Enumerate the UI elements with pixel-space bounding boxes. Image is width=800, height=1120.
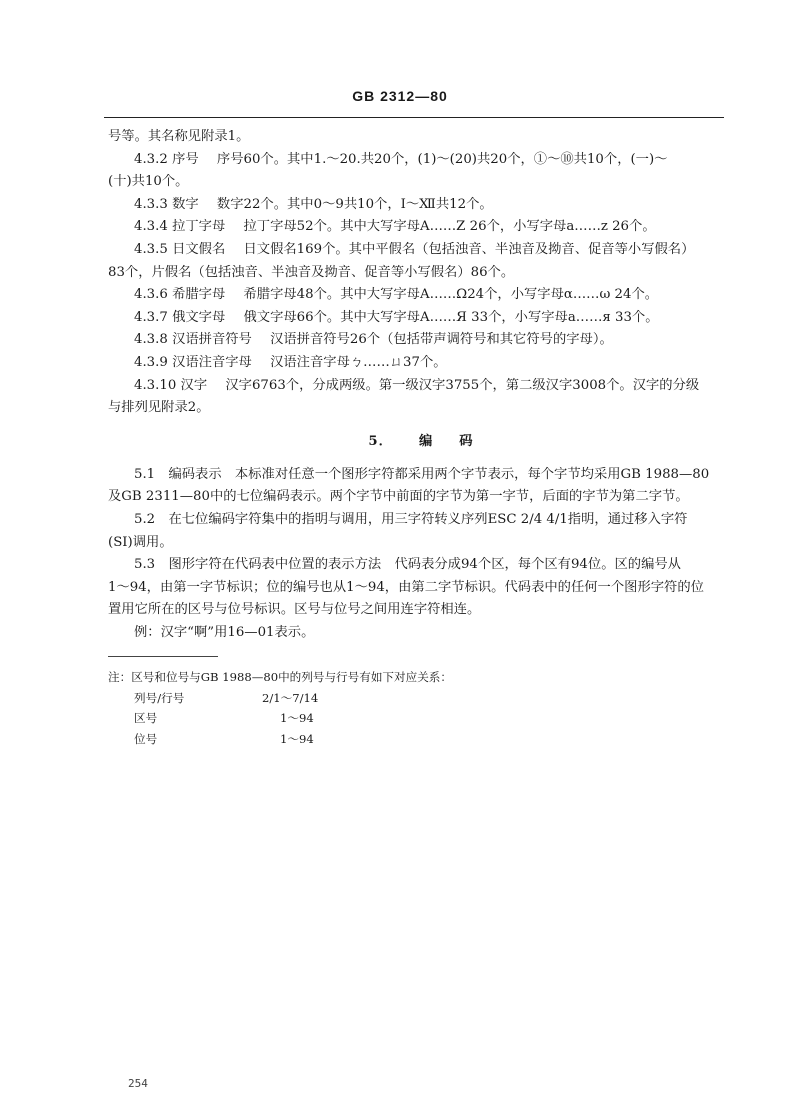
clause-4-3-4 bbox=[108, 216, 734, 239]
note-value: 2/1～7/14 bbox=[262, 690, 319, 705]
clause-term: 汉语注音字母 bbox=[172, 354, 252, 370]
clause-number: 4.3.10 bbox=[134, 377, 177, 393]
note-rule bbox=[108, 656, 218, 657]
clause-text: 汉字6763个，分成两级。第一级汉字3755个，第二级汉字3008个。汉字的分级 bbox=[225, 377, 700, 393]
clause-term: 汉字 bbox=[180, 377, 208, 393]
note-key: 区号 bbox=[134, 711, 158, 726]
clause-term: 希腊字母 bbox=[172, 287, 226, 303]
note-key: 列号/行号 bbox=[134, 690, 185, 705]
body-text bbox=[108, 126, 734, 749]
note-value: 1～94 bbox=[280, 711, 314, 726]
section-number: 5． bbox=[368, 433, 393, 449]
text-line: 1～94，由第一字节标识；位的编号也从1～94，由第二字节标识。代码表中的任何一个图形字符的位 bbox=[108, 579, 704, 595]
text-line: 与排列见附录2。 bbox=[108, 400, 210, 416]
clause-term: 俄文字母 bbox=[172, 309, 226, 325]
text-line: (十)共10个。 bbox=[108, 174, 189, 190]
clause-number: 4.3.7 bbox=[134, 309, 168, 325]
note-intro: 注：区号和位号与GB 1988—80中的列号与行号有如下对应关系： bbox=[108, 670, 452, 685]
clause-4-3-3 bbox=[108, 194, 734, 217]
clause-text: 汉语注音字母ㄅ……ㄩ37个。 bbox=[270, 354, 447, 370]
clause-text: 数字22个。其中0～9共10个，Ⅰ～Ⅻ共12个。 bbox=[216, 196, 493, 212]
text-line: 号等。其名称见附录1。 bbox=[108, 129, 250, 144]
clause-number: 4.3.3 bbox=[134, 196, 168, 212]
example-line: 例：汉字“啊”用16—01表示。 bbox=[134, 624, 315, 640]
section-heading bbox=[108, 420, 734, 464]
text-line: (SI)调用。 bbox=[108, 534, 173, 550]
clause-text: 日文假名169个。其中平假名（包括浊音、半浊音及拗音、促音等小写假名） bbox=[243, 241, 695, 257]
clause-text: 拉丁字母52个。其中大写字母A……Z 26个，小写字母a……z 26个。 bbox=[243, 219, 656, 235]
text-line: 及GB 2311—80中的七位编码表示。两个字节中前面的字节为第一字节，后面的字节为第二字节。 bbox=[108, 489, 689, 505]
clause-term: 日文假名 bbox=[172, 241, 226, 257]
clause-number: 4.3.4 bbox=[134, 219, 168, 235]
note-row bbox=[108, 708, 734, 729]
section-title-char: 编 bbox=[418, 433, 434, 449]
clause-4-3-5 bbox=[108, 239, 734, 262]
clause-text: 俄文字母66个。其中大写字母A……Я 33个，小写字母а……я 33个。 bbox=[243, 309, 659, 325]
clause-number: 4.3.5 bbox=[134, 241, 168, 257]
clause-4-3-9 bbox=[108, 352, 734, 375]
clause-number: 4.3.8 bbox=[134, 332, 168, 348]
clause-text: 汉语拼音符号26个（包括带声调符号和其它符号的字母）。 bbox=[270, 332, 613, 348]
note-row bbox=[108, 729, 734, 750]
standard-code: GB 2312—80 bbox=[352, 88, 448, 104]
text-line: 83个，片假名（包括浊音、半浊音及拗音、促音等小写假名）86个。 bbox=[108, 264, 515, 280]
clause-4-3-7 bbox=[108, 307, 734, 330]
page-number: 254 bbox=[128, 1077, 148, 1090]
clause-number: 4.3.6 bbox=[134, 287, 168, 303]
clause-term: 汉语拼音符号 bbox=[172, 332, 252, 348]
clause-term: 数字 bbox=[172, 196, 199, 212]
section-title-char: 码 bbox=[459, 433, 474, 449]
paragraph-5-2: 5.2 在七位编码字符集中的指明与调用，用三字符转义序列ESC 2/4 4/1指明，通过移入字符 bbox=[134, 511, 688, 527]
clause-4-3-8 bbox=[108, 329, 734, 352]
paragraph-5-1: 5.1 编码表示 本标准对任意一个图形字符都采用两个字节表示，每个字节均采用GB 1988—80 bbox=[134, 466, 710, 482]
text-line: 置用它所在的区号与位号标识。区号与位号之间用连字符相连。 bbox=[108, 602, 481, 618]
note-row bbox=[108, 688, 734, 709]
note-value: 1～94 bbox=[280, 731, 314, 746]
note-key: 位号 bbox=[134, 731, 158, 746]
paragraph-5-3: 5.3 图形字符在代码表中位置的表示方法 代码表分成94个区，每个区有94位。区的编号从 bbox=[134, 557, 681, 573]
clause-4-3-2 bbox=[108, 149, 734, 172]
clause-text: 序号60个。其中1.～20.共20个，(1)～(20)共20个，①～⑩共10个，(一)～ bbox=[216, 151, 668, 167]
clause-term: 序号 bbox=[172, 151, 199, 167]
clause-number: 4.3.9 bbox=[134, 354, 168, 370]
note-block bbox=[108, 667, 734, 749]
page-header bbox=[0, 88, 800, 104]
clause-number: 4.3.2 bbox=[134, 151, 168, 167]
clause-4-3-6 bbox=[108, 284, 734, 307]
header-rule bbox=[104, 117, 724, 118]
clause-text: 希腊字母48个。其中大写字母A……Ω24个，小写字母α……ω 24个。 bbox=[243, 287, 659, 303]
clause-4-3-10 bbox=[108, 375, 734, 398]
clause-term: 拉丁字母 bbox=[172, 219, 226, 235]
